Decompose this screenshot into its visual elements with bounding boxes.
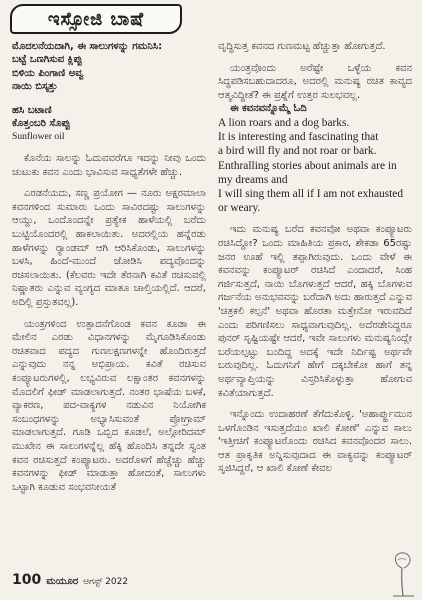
page-number: 100 (12, 572, 42, 588)
tree-sketch-icon (390, 550, 416, 598)
poem-line: It is interesting and fascinating that (218, 131, 379, 144)
left-column (12, 40, 206, 494)
list-line-english: Sunflower oil (12, 131, 65, 143)
issue-date: ಆಗಸ್ಟ್ 2022 (83, 577, 129, 587)
right-para-4: ಇನ್ನೊಂದು ಉದಾಹರಣೆ ತೆಗೆದುಕೊಳ್ಳಿ. 'ಅಹಾರ್ಪ್ಹುಮುನ ಒಳಗೊಂಡಿನ ಇಸುತ್ತದೆಯಂ ಖಾಲಿ ಕೋಣೆ' ಎನ್ನುವ ಸಾಲು 'ಇತ್ತೀಚಿಗೆ ಕಂಪ್ಯೂಟರೊಂದು ರಚಿಸಿದ ಕವನವೊಂದರ ಸಾಲು. ಆತ ಪ್ರಾಕೃತಿಕ ಅನ್ನಿಸುವುದಾದ ಈ ವಾಕ್ಯವನ್ನು ಕಂಪ್ಯೂಟರ್ ಸೃಜಿಸಿದ್ದರೆ, ಆ ಖಾಲಿ ಕೋಣೆ ಕೇವಲ (218, 409, 412, 475)
section-title: ಇಸ್ಸೋಜಿ ಬಾಷೆ (47, 8, 145, 30)
right-para-1: ವೃದ್ಧಿಸುತ್ತ ಕವನದ ಗುಣಮಟ್ಟ ಹೆಚ್ಚುತ್ತಾ ಹೋಗುತ್ತದೆ. (218, 41, 386, 52)
left-para-2: ಎರಡನೆಯದು, ಸಣ್ಣ ಪ್ರಯೋಗ — ನೂರು ಅಕ್ಷರಮಾಲಾ ಕವನಗಳಿಂದ ಸುಮಾರು ಒಂದು ಸಾವಿರದಷ್ಟು ಸಾಲುಗಳನ್ನು ಆಯ್ದು, ಒಂದೊಂದನ್ನೇ ಪ್ರತ್ಯೇಕ ಹಾಳೆಯಲ್ಲಿ ಬರೆದು ಬುಟ್ಟಿಯೊಂದರಲ್ಲಿ ಹಾಕಲಾಯಿತು. ಅದರಲ್ಲಿಯ ಹನ್ನೆರಡು ಹಾಳೆಗಳನ್ನು ರ್‍ಯಾಂಡಮ್ ಆಗಿ ಆರಿಸಿಕೊಂಡು, ಸಾಲುಗಳನ್ನು ಬಳಸಿ, ಹಿಂದೆ-ಮುಂದೆ ಜೋಡಿಸಿ ಪದ್ಯವೊಂದನ್ನು ರಚಿಸಲಾಯಿತು. (ಕೆಲವರು ಇದೇ ತೆರನಾಗಿ ಕವಿತೆ ರಚಿಸುವಲ್ಲಿ ನಿಷ್ಣಾತರು ಎನ್ನುವ ವ್ಯಂಗ್ಯದ ಮಾತೂ ಚಾಲ್ತಿಯಲ್ಲಿದೆ. ಆದರೆ, ಅದಿಲ್ಲಿ ಪ್ರಸ್ತುತವಲ್ಲ). (12, 188, 206, 308)
list-line: ಹಸಿ ಬಟಾಣಿ (12, 104, 52, 116)
english-poem (218, 116, 412, 215)
left-para-3: ಯಂತ್ರಗಳಿಂದ ಉತ್ಪಾದನೆಗೊಂಡ ಕವನ ಕೂಡಾ ಈ ಮೇಲಿನ ಎರಡು ವಿಧಾನಗಳನ್ನು ಮೈಗೂಡಿಸಿಕೊಂಡು ರಚಿತವಾದ ಪದ್ಯದ ಗುಣಲಕ್ಷಣಗಳನ್ನೇ ಹೊಂದಿರುತ್ತದೆ ಎನ್ನುವುದು ನನ್ನ ಅಭಿಪ್ರಾಯ. ಕವಿತೆ ರಚಿಸುವ ಕಂಪ್ಯೂಟರುಗಳಲ್ಲಿ, ಲಭ್ಯವಿರುವ ಲಕ್ಷಾಂತರ ಕವನಗಳನ್ನು ಮೊದಲಿಗೆ ಫೀಡ್ ಮಾಡಲಾಗುತ್ತದೆ. ನಂತರ ಭಾಷೆಯ ಬಳಕೆ, ವ್ಯಾಕರಣ, ಪದ-ವಾಕ್ಯಗಳ ನಡುವಿನ ನಿಯೋಗಿಕ ಸಂಬಂಧಗಳನ್ನು ಅಭ್ಯಾಸಿಸುವಂತೆ ಪ್ರೋಗ್ರಾಮ್ ಮಾಡಲಾಗುತ್ತದೆ. ಗೂಡಿ ಒಬ್ಬಿದ ಕೂಡಲೆ, ಅಲ್ಗೋರಿದಮ್ ಮುಖೇನ ಈ ಸಾಲುಗಳನ್ನೆಲ್ಲ ಹೆಕ್ಕಿ ಹೊಂದಿಸಿ ತನ್ನದೇ ಸ್ವಂತ ಕವನ ರಚಿಸುತ್ತದೆ ಕಂಪ್ಯೂಟರು. ಅದರೊಳಗೆ ಹೆಚ್ಚೆಚ್ಚು ಹೆಚ್ಚು ಕವನಗಳನ್ನು ಫೀಡ್ ಮಾಡುತ್ತಾ ಹೋದಂತೆ, ಸಾಲುಗಳು ಒಟ್ಟಾಗಿ ಕೂಡುವ ಸಂಭವನೀಯತೆ (12, 318, 206, 493)
poem-intro: ಈ ಕವನವನ್ನೊಮ್ಮೆ ಓದಿ (230, 103, 307, 115)
page-footer (12, 572, 128, 590)
left-poem (12, 40, 206, 94)
poem-line: ಬಟ್ಟೆ ಒಣಗಿಸುವ ಕ್ಲಿಪ್ಪು (12, 54, 83, 66)
right-para-3: ಇದು ಮನುಷ್ಯ ಬರೆದ ಕವನವೋ ಅಥವಾ ಕಂಪ್ಯೂಟರು ರಚಿಸಿದ್ದೋ? ಒಂದು ಮಾಹಿತಿಯ ಪ್ರಕಾರ, ಶೇಕಡಾ 65ರಷ್ಟು ಜನರ ಊಹೆ ಇಲ್ಲಿ ತಪ್ಪಾಗಿರುವುದು. ಒಂದು ವೇಳೆ ಈ ಕವನವನ್ನು ಕಂಪ್ಯೂಟರ್ ರಚಿಸಿದೆ ಎಂದಾದರೆ, ಸಿಂಹ ಗರ್ಜಿಸುತ್ತದೆ, ನಾಯಿ ಬೊಗಳುತ್ತದೆ ಆದರೆ, ಹಕ್ಕಿ ಬೊಗಳುವ ಗರ್ಜನೆಯ ಅನುಭವವನ್ನು ಬರೆದಾಗಿ ಅದು ಹಾರುತ್ತದೆ ಎನ್ನುವ 'ಚಿತ್ರಕಲಿ ಕಲ್ಪನೆ' ಅಥವಾ ಹೊರತಾ ಮತ್ತೇನೋ ಇರುವದಿದೆ ಎಂದು ಪರಿಗಣಿಸಲು ಸಾಧ್ಯವಾಗುವುದಿಲ್ಲ. ಅದೆರಡೇನಿದ್ದರೂ ಪುನರ್ ಸೃಷ್ಟಿಯಷ್ಟೇ ಆದರೆ, ಇವೇ ಸಾಲುಗಳು ಮನುಷ್ಯನಿಂದ್ಲೇ ಬರೆಯಲ್ಪಟ್ಟು ಬಂದಿದ್ದ ಅದಕ್ಕೆ ಇದೇ ನಿರ್ದಿಷ್ಟ ಅರ್ಥವೇ ಬರುವುದಿಲ್ಲ. ಓದುಗನಿಗೆ ಹೇಗೆ ದಕ್ಕಬೇಕೋ ಹಾಗೆ ತನ್ನ ಅರ್ಥವ್ಯಾಪ್ತಿಯನ್ನು ವಿಸ್ತರಿಸಿಕೊಳ್ಳುತ್ತಾ ಹೋಗುವ ಕವಿತೆಯಾಗುತ್ತದೆ. (218, 224, 412, 399)
poem-line: ಮೊದಲನೆಯದಾಗಿ, ಈ ಸಾಲುಗಳನ್ನು ಗಮನಿಸಿ: (12, 41, 163, 52)
poem-line: I will sing them all if I am not exhausted (218, 187, 404, 200)
poem-line: A lion roars and a dog barks. (218, 116, 350, 129)
poem-line: Enthralling stories about animals are in (218, 159, 397, 172)
list-line: ಕೊತ್ತಂಬರಿ ಸೊಪ್ಪು (12, 118, 71, 130)
section-banner (10, 4, 182, 34)
magazine-name: ಮಯೂರ (46, 576, 79, 587)
right-para-2: ಯಂತ್ರವೊಂದು ಅರೆಷ್ಟೇ ಒಳ್ಳೆಯ ಕವನ ಸಿದ್ಧಪಡಿಸಬಹುದಾದರೂ, ಅದರಲ್ಲಿ ಮನುಷ್ಯ ರಚಿತ ಕಾವ್ಯದ ಆತ್ಮವಿದ್ದೀತೆ? ಈ ಪ್ರಶ್ನೆಗೆ ಉತ್ತರ ಸುಲಭವಲ್ಲ. (218, 62, 412, 101)
poem-line: ನಾಯಿ ಬಿಸ್ಕತ್ತು (12, 81, 58, 93)
poem-line: or weary. (218, 202, 261, 215)
poem-line: a bird will fly and not roar or bark. (218, 145, 377, 158)
right-column (218, 40, 412, 476)
left-para-1: ಕೊನೆಯ ಸಾಲನ್ನು ಓದುವವರೆಗೂ ಇದನ್ನು ನೀವು ಒಂದು ಚುಟುಕು ಕವನ ಎಂದು ಭಾವಿಸುವ ಸಾಧ್ಯತೆಗಳೇ ಹೆಚ್ಚು. (12, 153, 206, 178)
poem-line: ಬಿಳಿಯ ಪಿಂಗಾಣಿ ಅವ್ವ (12, 67, 84, 79)
left-list (12, 104, 206, 131)
poem-line: my dreams and (218, 173, 288, 186)
